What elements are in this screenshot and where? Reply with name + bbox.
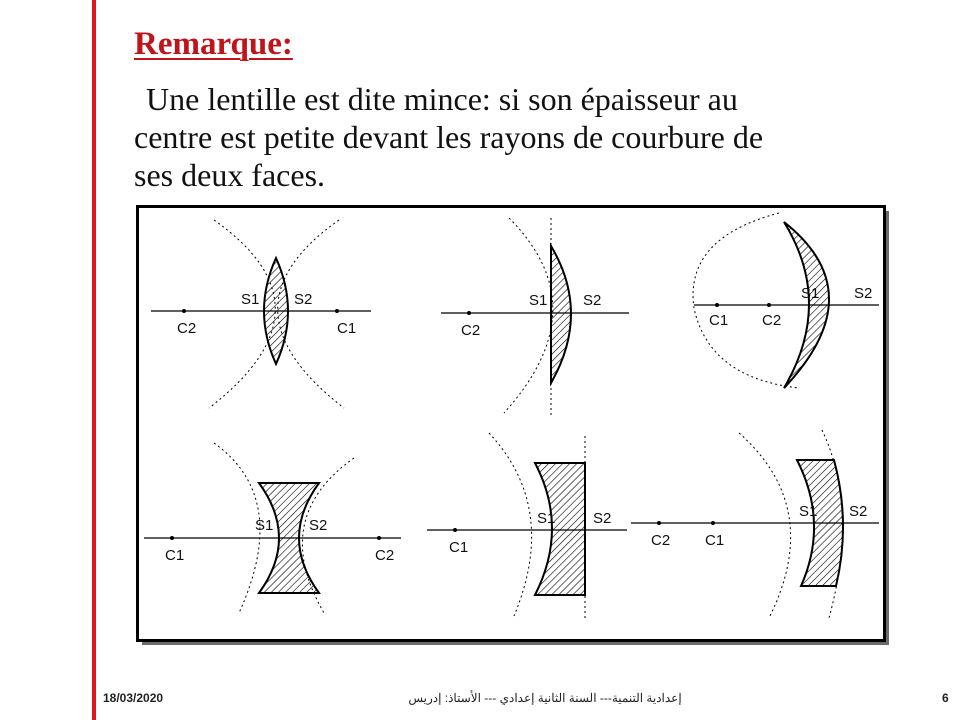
label-s1: S1 bbox=[799, 503, 818, 520]
lens-plano-concave bbox=[427, 433, 627, 618]
label-c2: C2 bbox=[375, 547, 395, 564]
label-s2: S2 bbox=[854, 285, 873, 302]
label-c2: C2 bbox=[762, 312, 782, 329]
label-s1: S1 bbox=[537, 510, 556, 527]
definition-paragraph bbox=[134, 80, 924, 194]
paragraph-line: centre est petite devant les rayons de courbure de bbox=[134, 119, 764, 155]
label-c1: C1 bbox=[337, 320, 357, 337]
slide-title: Remarque: bbox=[134, 26, 293, 62]
label-c1: C1 bbox=[449, 539, 469, 556]
label-s1: S1 bbox=[801, 285, 820, 302]
label-c2: C2 bbox=[177, 320, 197, 337]
lens-figure bbox=[136, 205, 886, 642]
lens-meniscus-convergent bbox=[693, 213, 879, 388]
lens-biconvex bbox=[151, 220, 371, 408]
lens-diagrams bbox=[139, 208, 883, 639]
footer-page-number: 6 bbox=[942, 691, 949, 705]
label-c2: C2 bbox=[461, 322, 481, 339]
left-accent-bar bbox=[92, 0, 96, 720]
lens-meniscus-divergent bbox=[631, 430, 879, 618]
label-s2: S2 bbox=[593, 510, 612, 527]
label-s1: S1 bbox=[529, 292, 548, 309]
footer-school-text: إعدادية التنمية--- السنة الثانية إعدادي --- الأستاذ: إدريس bbox=[408, 691, 682, 705]
label-c1: C1 bbox=[709, 312, 729, 329]
paragraph-line: Une lentille est dite mince: si son épaisseur au bbox=[146, 81, 738, 117]
label-s1: S1 bbox=[255, 517, 274, 534]
label-s2: S2 bbox=[309, 517, 328, 534]
lens-biconcave bbox=[144, 443, 401, 613]
label-s2: S2 bbox=[583, 292, 602, 309]
label-s2: S2 bbox=[294, 291, 313, 308]
label-c1: C1 bbox=[705, 532, 725, 549]
label-c1: C1 bbox=[165, 547, 185, 564]
paragraph-line: ses deux faces. bbox=[134, 157, 326, 193]
lens-plano-convex bbox=[441, 218, 629, 418]
label-c2: C2 bbox=[651, 532, 671, 549]
footer-date: 18/03/2020 bbox=[103, 691, 164, 705]
label-s1: S1 bbox=[241, 291, 260, 308]
label-s2: S2 bbox=[849, 503, 868, 520]
